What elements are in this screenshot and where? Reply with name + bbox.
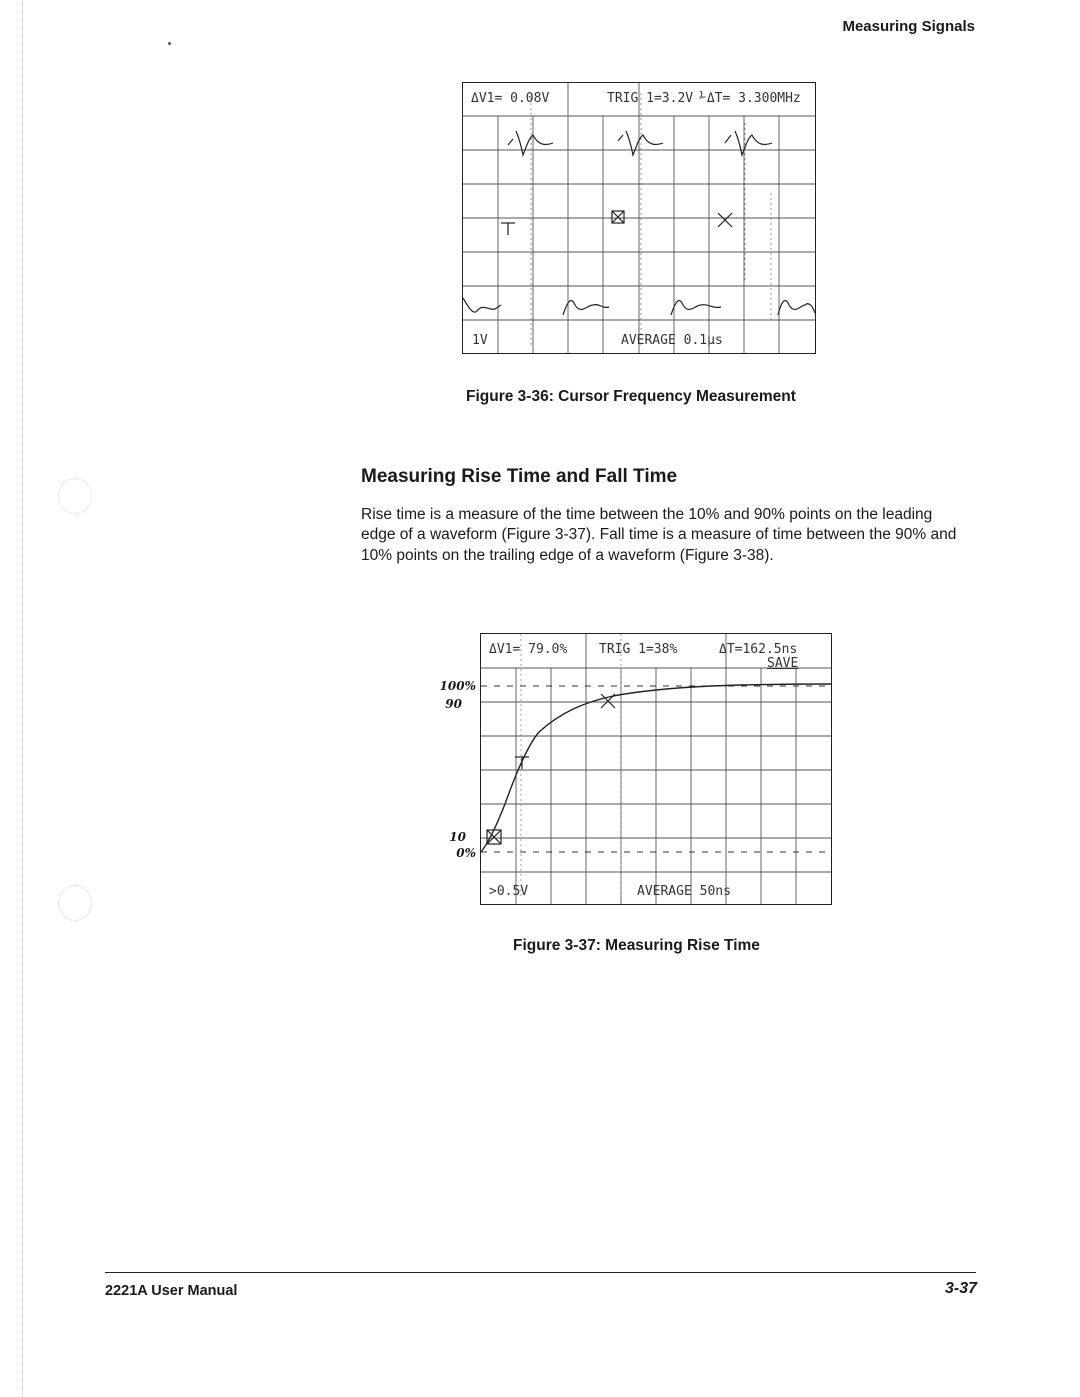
delta-time-readout: ΔT=162.5ns: [719, 642, 798, 657]
paper-speck: [168, 42, 171, 45]
waveform-burst-upper: [725, 131, 772, 155]
running-head: Measuring Signals: [842, 18, 975, 35]
level-label-100: 100%: [439, 679, 476, 693]
waveform-burst-lower: [463, 298, 501, 312]
level-label-90: 90: [445, 697, 462, 711]
waveform-burst-upper: [508, 131, 553, 155]
waveform-burst-lower: [778, 300, 815, 315]
figure-caption: Figure 3-37: Measuring Rise Time: [513, 937, 760, 954]
scope-screen-rise-time: [480, 633, 832, 905]
acquisition-mode-readout: AVERAGE 50ns: [637, 884, 731, 899]
scope-graticule-37: [481, 634, 831, 904]
save-mode-indicator: SAVE: [767, 656, 799, 671]
level-label-10: 10: [449, 830, 466, 844]
binder-hole-mark: [58, 478, 92, 514]
frequency-readout: ⅟ΔT= 3.300MHz: [699, 91, 801, 106]
page-edge-rule: [22, 0, 23, 1397]
waveform-burst-upper: [618, 131, 663, 155]
scope-graticule-36: [463, 83, 815, 353]
footer-rule: [105, 1272, 976, 1273]
page-number: 3-37: [945, 1280, 978, 1297]
delta-voltage-readout: ΔV1= 0.08V: [471, 91, 550, 106]
trigger-level-readout: TRIG 1=3.2V: [607, 91, 694, 106]
delta-voltage-readout: ΔV1= 79.0%: [489, 642, 568, 657]
scope-screen-cursor-frequency: [462, 82, 816, 354]
trigger-level-readout: TRIG 1=38%: [599, 642, 678, 657]
waveform-burst-lower: [563, 300, 609, 315]
volts-per-div-readout: 1V: [472, 333, 488, 348]
volts-per-div-readout: >0.5V: [489, 884, 529, 899]
body-paragraph: Rise time is a measure of the time between the 10% and 90% points on the leading edge of a waveform (Figure 3-37). Fall time is a measure of time between the 90% and 10% points on the trailing edge of a waveform (Figure 3-38).: [361, 506, 957, 564]
level-label-0: 0%: [456, 846, 476, 860]
waveform-burst-lower: [671, 300, 721, 315]
binder-hole-mark: [58, 885, 92, 921]
acquisition-mode-readout: AVERAGE 0.1µs: [621, 333, 723, 348]
manual-title: 2221A User Manual: [105, 1283, 238, 1299]
section-heading: Measuring Rise Time and Fall Time: [361, 466, 678, 487]
figure-caption: Figure 3-36: Cursor Frequency Measurement: [466, 388, 796, 405]
